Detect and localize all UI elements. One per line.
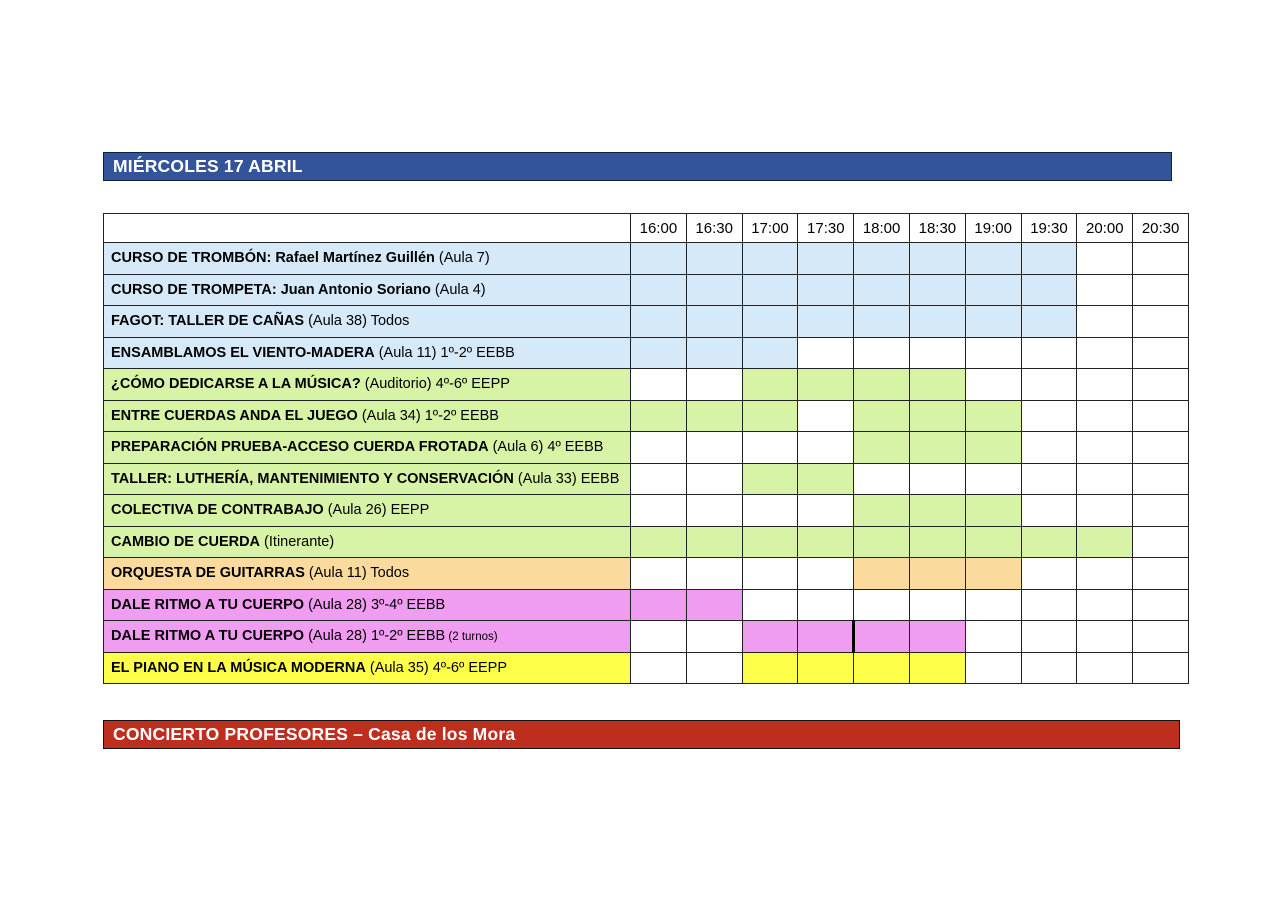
activity-label: [104, 558, 631, 590]
slot-18:30: [909, 306, 965, 338]
slot-16:30: [686, 337, 742, 369]
slot-16:30: [686, 432, 742, 464]
activity-label: [104, 526, 631, 558]
slot-17:30: [798, 369, 854, 401]
slot-19:30: [1021, 558, 1077, 590]
activity-detail: (Aula 7): [434, 250, 490, 267]
day-banner-title: MIÉRCOLES 17 ABRIL: [113, 156, 303, 176]
slot-20:00: [1077, 337, 1133, 369]
slot-17:00: [742, 274, 798, 306]
slot-17:00: [742, 526, 798, 558]
activity-label: [104, 337, 631, 369]
activity-detail: (Aula 4): [430, 281, 486, 298]
slot-16:30: [686, 652, 742, 684]
slot-17:30: [798, 495, 854, 527]
slot-16:30: [686, 369, 742, 401]
slot-17:30: [798, 526, 854, 558]
slot-17:30: [798, 621, 854, 653]
schedule-body: [104, 243, 1189, 684]
slot-18:00: [854, 463, 910, 495]
slot-20:00: [1077, 369, 1133, 401]
slot-16:30: [686, 621, 742, 653]
slot-20:30: [1133, 432, 1189, 464]
time-header-1730: 17:30: [798, 214, 854, 243]
slot-19:00: [965, 621, 1021, 653]
slot-17:00: [742, 432, 798, 464]
slot-17:00: [742, 495, 798, 527]
slot-20:00: [1077, 274, 1133, 306]
slot-18:00: [854, 558, 910, 590]
activity-detail: (Aula 38) Todos: [304, 313, 410, 330]
slot-20:30: [1133, 526, 1189, 558]
schedule-row: [104, 337, 1189, 369]
slot-20:00: [1077, 400, 1133, 432]
slot-20:00: [1077, 589, 1133, 621]
activity-title: ORQUESTA DE GUITARRAS: [111, 565, 305, 582]
schedule-row: [104, 558, 1189, 590]
slot-18:30: [909, 274, 965, 306]
activity-label: [104, 400, 631, 432]
slot-20:30: [1133, 558, 1189, 590]
slot-18:30: [909, 337, 965, 369]
slot-16:30: [686, 463, 742, 495]
activity-detail: (Aula 35) 4º-6º EEPP: [365, 659, 507, 676]
activity-detail: (Aula 28) 3º-4º EEBB: [304, 596, 446, 613]
slot-18:30: [909, 621, 965, 653]
schedule-row: [104, 432, 1189, 464]
slot-20:00: [1077, 463, 1133, 495]
activity-detail: (Aula 6) 4º EEBB: [488, 439, 604, 456]
slot-20:30: [1133, 337, 1189, 369]
activity-label: [104, 432, 631, 464]
slot-19:00: [965, 463, 1021, 495]
slot-16:00: [631, 369, 687, 401]
slot-20:00: [1077, 558, 1133, 590]
schedule-row: [104, 274, 1189, 306]
slot-18:00: [854, 337, 910, 369]
slot-19:30: [1021, 337, 1077, 369]
slot-18:30: [909, 432, 965, 464]
slot-17:00: [742, 243, 798, 275]
schedule-row: [104, 306, 1189, 338]
activity-label: [104, 463, 631, 495]
slot-17:00: [742, 400, 798, 432]
slot-16:00: [631, 589, 687, 621]
slot-17:30: [798, 306, 854, 338]
activity-title: ENTRE CUERDAS ANDA EL JUEGO: [111, 407, 358, 424]
schedule-row: [104, 243, 1189, 275]
activity-detail: (Aula 11) Todos: [304, 565, 410, 582]
slot-19:00: [965, 400, 1021, 432]
slot-18:00: [854, 432, 910, 464]
slot-17:30: [798, 243, 854, 275]
slot-20:30: [1133, 652, 1189, 684]
activity-label: [104, 243, 631, 275]
slot-20:00: [1077, 306, 1133, 338]
slot-17:00: [742, 621, 798, 653]
activity-note: (2 turnos): [445, 631, 498, 644]
slot-18:30: [909, 652, 965, 684]
slot-20:00: [1077, 432, 1133, 464]
slot-16:00: [631, 432, 687, 464]
slot-19:00: [965, 558, 1021, 590]
activity-label: [104, 306, 631, 338]
slot-16:00: [631, 306, 687, 338]
slot-16:00: [631, 243, 687, 275]
slot-16:00: [631, 400, 687, 432]
slot-18:30: [909, 526, 965, 558]
slot-17:00: [742, 337, 798, 369]
slot-18:00: [854, 243, 910, 275]
slot-17:30: [798, 463, 854, 495]
slot-19:30: [1021, 274, 1077, 306]
slot-19:30: [1021, 526, 1077, 558]
activity-title: COLECTIVA DE CONTRABAJO: [111, 502, 324, 519]
slot-18:30: [909, 495, 965, 527]
slot-18:30: [909, 558, 965, 590]
slot-17:00: [742, 463, 798, 495]
slot-19:30: [1021, 621, 1077, 653]
slot-17:30: [798, 589, 854, 621]
slot-20:30: [1133, 495, 1189, 527]
slot-19:30: [1021, 432, 1077, 464]
activity-title: CURSO DE TROMPETA: Juan Antonio Soriano: [111, 281, 431, 298]
activity-label: [104, 652, 631, 684]
schedule-row: [104, 400, 1189, 432]
slot-17:30: [798, 400, 854, 432]
slot-19:00: [965, 274, 1021, 306]
day-banner: [103, 152, 1172, 181]
slot-19:30: [1021, 369, 1077, 401]
slot-16:00: [631, 652, 687, 684]
slot-19:30: [1021, 463, 1077, 495]
activity-detail: (Itinerante): [260, 533, 335, 550]
slot-18:00: [854, 274, 910, 306]
slot-20:30: [1133, 369, 1189, 401]
slot-16:00: [631, 558, 687, 590]
slot-19:00: [965, 589, 1021, 621]
slot-16:30: [686, 558, 742, 590]
activity-title: DALE RITMO A TU CUERPO: [111, 596, 305, 613]
activity-title: DALE RITMO A TU CUERPO: [111, 628, 305, 645]
schedule-table: [103, 213, 1189, 684]
slot-18:30: [909, 589, 965, 621]
activity-title: FAGOT: TALLER DE CAÑAS: [111, 313, 305, 330]
activity-label: [104, 589, 631, 621]
slot-18:00: [854, 589, 910, 621]
slot-16:30: [686, 589, 742, 621]
activity-detail: (Aula 34) 1º-2º EEBB: [357, 407, 499, 424]
slot-18:30: [909, 463, 965, 495]
time-header-1600: 16:00: [631, 214, 687, 243]
slot-17:00: [742, 369, 798, 401]
slot-20:30: [1133, 589, 1189, 621]
slot-20:00: [1077, 243, 1133, 275]
activity-title: ¿CÓMO DEDICARSE A LA MÚSICA?: [111, 376, 361, 393]
slot-17:00: [742, 652, 798, 684]
slot-20:30: [1133, 463, 1189, 495]
slot-20:30: [1133, 400, 1189, 432]
slot-19:00: [965, 495, 1021, 527]
activity-label: [104, 274, 631, 306]
time-header-1630: 16:30: [686, 214, 742, 243]
slot-17:30: [798, 274, 854, 306]
slot-16:30: [686, 526, 742, 558]
slot-19:00: [965, 337, 1021, 369]
corner-cell: [104, 214, 631, 243]
slot-20:30: [1133, 306, 1189, 338]
time-header-row: [104, 214, 1189, 243]
time-header-2030: 20:30: [1133, 214, 1189, 243]
activity-title: EL PIANO EN LA MÚSICA MODERNA: [111, 659, 366, 676]
slot-18:00: [854, 306, 910, 338]
schedule-row: [104, 589, 1189, 621]
slot-18:30: [909, 369, 965, 401]
slot-19:00: [965, 652, 1021, 684]
time-header-1900: 19:00: [965, 214, 1021, 243]
slot-19:00: [965, 243, 1021, 275]
slot-19:30: [1021, 243, 1077, 275]
schedule-row: [104, 652, 1189, 684]
slot-19:00: [965, 369, 1021, 401]
slot-16:00: [631, 495, 687, 527]
slot-17:30: [798, 652, 854, 684]
activity-title: CURSO DE TROMBÓN: Rafael Martínez Guillén: [111, 250, 435, 267]
slot-19:30: [1021, 495, 1077, 527]
slot-18:00: [854, 369, 910, 401]
slot-19:00: [965, 526, 1021, 558]
slot-19:30: [1021, 652, 1077, 684]
slot-17:00: [742, 558, 798, 590]
activity-detail: (Aula 28) 1º-2º EEBB: [304, 628, 446, 645]
slot-17:30: [798, 558, 854, 590]
time-header-1800: 18:00: [854, 214, 910, 243]
slot-17:00: [742, 589, 798, 621]
concert-banner: [103, 720, 1180, 749]
slot-19:00: [965, 306, 1021, 338]
activity-label: [104, 369, 631, 401]
slot-16:00: [631, 274, 687, 306]
time-header-1830: 18:30: [909, 214, 965, 243]
slot-16:00: [631, 463, 687, 495]
slot-18:00: [854, 495, 910, 527]
slot-19:00: [965, 432, 1021, 464]
schedule-row: [104, 526, 1189, 558]
slot-20:30: [1133, 274, 1189, 306]
activity-title: TALLER: LUTHERÍA, MANTENIMIENTO Y CONSERVACIÓN: [111, 470, 514, 487]
slot-19:30: [1021, 400, 1077, 432]
activity-title: ENSAMBLAMOS EL VIENTO-MADERA: [111, 344, 375, 361]
activity-detail: (Aula 26) EEPP: [323, 502, 430, 519]
slot-20:00: [1077, 495, 1133, 527]
schedule-row: [104, 369, 1189, 401]
slot-20:00: [1077, 526, 1133, 558]
activity-label: [104, 495, 631, 527]
activity-detail: (Aula 11) 1º-2º EEBB: [374, 344, 515, 361]
activity-detail: (Aula 33) EEBB: [513, 470, 620, 487]
activity-detail: (Auditorio) 4º-6º EEPP: [360, 376, 510, 393]
activity-title: CAMBIO DE CUERDA: [111, 533, 261, 550]
schedule-row: [104, 463, 1189, 495]
slot-16:00: [631, 337, 687, 369]
slot-16:00: [631, 621, 687, 653]
slot-17:00: [742, 306, 798, 338]
slot-20:00: [1077, 652, 1133, 684]
slot-18:30: [909, 243, 965, 275]
slot-16:30: [686, 495, 742, 527]
slot-18:00: [854, 621, 910, 653]
slot-18:00: [854, 652, 910, 684]
activity-label: [104, 621, 631, 653]
slot-20:30: [1133, 243, 1189, 275]
slot-18:00: [854, 400, 910, 432]
slot-17:30: [798, 337, 854, 369]
time-header-2000: 20:00: [1077, 214, 1133, 243]
slot-20:00: [1077, 621, 1133, 653]
slot-16:30: [686, 400, 742, 432]
concert-banner-title: CONCIERTO PROFESORES – Casa de los Mora: [113, 724, 516, 744]
schedule-row: [104, 495, 1189, 527]
slot-19:30: [1021, 589, 1077, 621]
slot-18:30: [909, 400, 965, 432]
slot-16:30: [686, 243, 742, 275]
schedule-row: [104, 621, 1189, 653]
slot-17:30: [798, 432, 854, 464]
activity-title: PREPARACIÓN PRUEBA-ACCESO CUERDA FROTADA: [111, 439, 489, 456]
slot-18:00: [854, 526, 910, 558]
slot-16:30: [686, 274, 742, 306]
slot-16:00: [631, 526, 687, 558]
time-header-1930: 19:30: [1021, 214, 1077, 243]
slot-16:30: [686, 306, 742, 338]
time-header-1700: 17:00: [742, 214, 798, 243]
slot-19:30: [1021, 306, 1077, 338]
slot-20:30: [1133, 621, 1189, 653]
